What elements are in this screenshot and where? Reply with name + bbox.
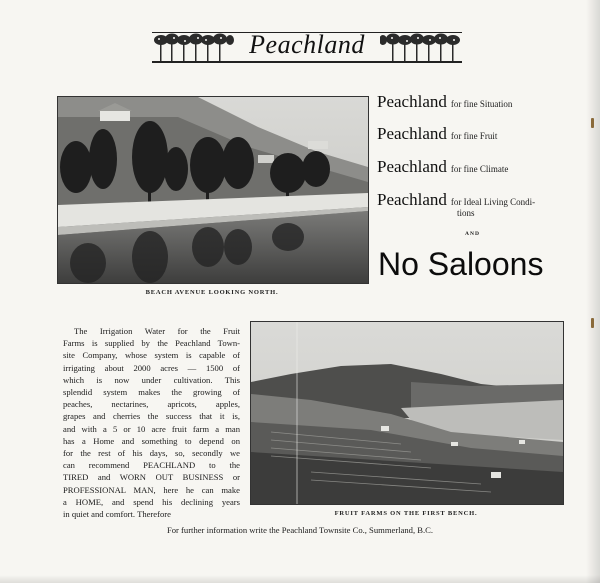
slogan-brand: Peachland (377, 190, 447, 209)
paragraph-line: Farms is supplied by the Peachland Town- (63, 338, 240, 349)
slogan-tail-continued: tions (457, 208, 475, 218)
page-edge-shadow (586, 0, 600, 583)
slogan-climate (377, 157, 508, 177)
slogan-situation (377, 92, 512, 112)
binding-hole-mark (591, 318, 594, 328)
paragraph-line: site Company, whose system is capable of (63, 350, 240, 361)
irrigation-paragraph (63, 325, 240, 520)
orchard-trees-left-icon (154, 32, 234, 61)
paragraph-line: irrigating about 2000 acres — 1500 of (63, 362, 240, 373)
photo-beach-avenue (57, 96, 369, 284)
masthead-bottom-rule (152, 61, 462, 63)
paragraph-line: TIRED and WORN OUT BUSINESS or (63, 472, 240, 483)
paragraph-line: can recommend PEACHLAND to the (63, 460, 240, 471)
photo-beach-avenue-caption: BEACH AVENUE LOOKING NORTH. (145, 289, 279, 296)
page-bottom-shadow (0, 575, 600, 583)
paragraph-line: has a Home and something to depend on (63, 435, 240, 446)
paragraph-line: peaches, nectarines, apricots, apples, (63, 399, 240, 410)
slogan-tail: for fine Fruit (450, 131, 498, 141)
slogan-brand: Peachland (377, 124, 447, 143)
headline-no-saloons: No Saloons (378, 246, 544, 282)
paragraph-line: for the rest of his days, so, secondly we (63, 448, 240, 459)
slogan-tail: for fine Climate (450, 164, 509, 174)
masthead (152, 26, 462, 66)
masthead-title: Peachland (249, 30, 365, 59)
paragraph-line: in quiet and comfort. Therefore (63, 509, 171, 520)
paragraph-line: and with a 5 or 10 acre fruit farm a man (63, 423, 240, 434)
paragraph-line: splendid system makes the growing of (63, 387, 240, 398)
photo-fruit-farms-caption: FRUIT FARMS ON THE FIRST BENCH. (334, 510, 478, 517)
photo-fruit-farms (250, 321, 564, 505)
paragraph-line: a HOME, and spend his declining years (63, 496, 240, 507)
paragraph-line: which is now under cultivation. This (63, 374, 240, 385)
slogan-brand: Peachland (377, 92, 447, 111)
slogan-tail: for Ideal Living Condi- (450, 197, 536, 207)
slogan-brand: Peachland (377, 157, 447, 176)
slogan-tail: for fine Situation (450, 99, 513, 109)
and-connector: AND (465, 231, 480, 237)
paragraph-line: PROFESSIONAL MAN, here he can make (63, 484, 240, 495)
binding-hole-mark (591, 118, 594, 128)
slogan-living-conditions (377, 190, 535, 210)
slogan-fruit (377, 124, 497, 144)
paragraph-line: The Irrigation Water for the Fruit (74, 326, 240, 336)
orchard-trees-right-icon (380, 32, 460, 61)
footer-contact-line: For further information write the Peachland Townsite Co., Summerland, B.C. (166, 525, 434, 535)
paragraph-line: grapes and cherries the success that it is, (63, 411, 240, 422)
